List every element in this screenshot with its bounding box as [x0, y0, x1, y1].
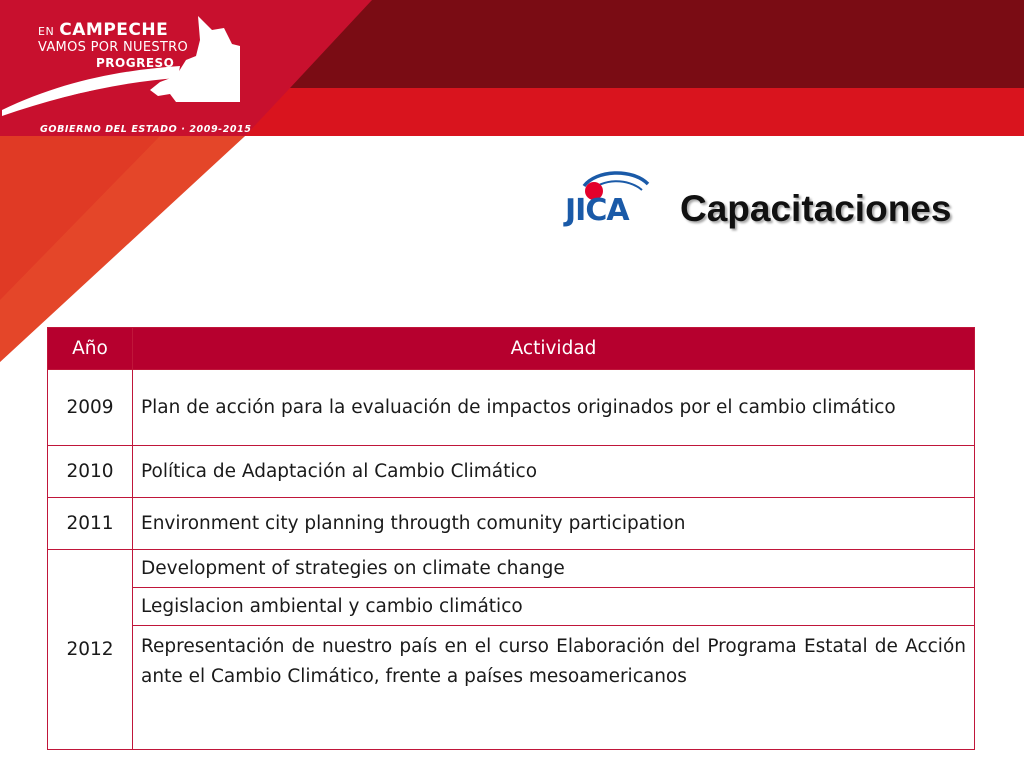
- column-header-year: Año: [48, 328, 133, 370]
- jica-logo-text: JICA: [565, 193, 629, 228]
- table-row: [48, 370, 975, 446]
- year-cell: 2012: [48, 550, 133, 750]
- column-header-activity: Actividad: [133, 328, 975, 370]
- table-row: [48, 446, 975, 498]
- table-header-row: [48, 328, 975, 370]
- table-row: [48, 550, 975, 588]
- table-row: [48, 626, 975, 750]
- activity-cell: Plan de acción para la evaluación de impactos originados por el cambio climático: [133, 370, 975, 446]
- activity-cell: Política de Adaptación al Cambio Climático: [133, 446, 975, 498]
- brand-logo: [38, 22, 188, 69]
- brand-tagline: VAMOS POR NUESTRO: [38, 40, 189, 55]
- brand-en: EN: [38, 25, 55, 38]
- year-cell: 2011: [48, 498, 133, 550]
- page-title: Capacitaciones: [680, 188, 952, 229]
- brand-campeche: CAMPECHE: [59, 20, 169, 40]
- table-row: [48, 588, 975, 626]
- government-label: GOBIERNO DEL ESTADO · 2009-2015: [40, 124, 252, 135]
- activity-cell: Environment city planning througth comunity participation: [133, 498, 975, 550]
- year-cell: 2009: [48, 370, 133, 446]
- year-cell: 2010: [48, 446, 133, 498]
- brand-progreso: PROGRESO: [96, 56, 175, 70]
- activities-table: [47, 327, 975, 750]
- activity-cell: Development of strategies on climate change: [133, 550, 975, 588]
- activity-cell: Representación de nuestro país en el curso Elaboración del Programa Estatal de Acción ante el Cambio Climático, frente a países mesoamericanos: [133, 626, 975, 750]
- table-row: [48, 498, 975, 550]
- activity-cell: Legislacion ambiental y cambio climático: [133, 588, 975, 626]
